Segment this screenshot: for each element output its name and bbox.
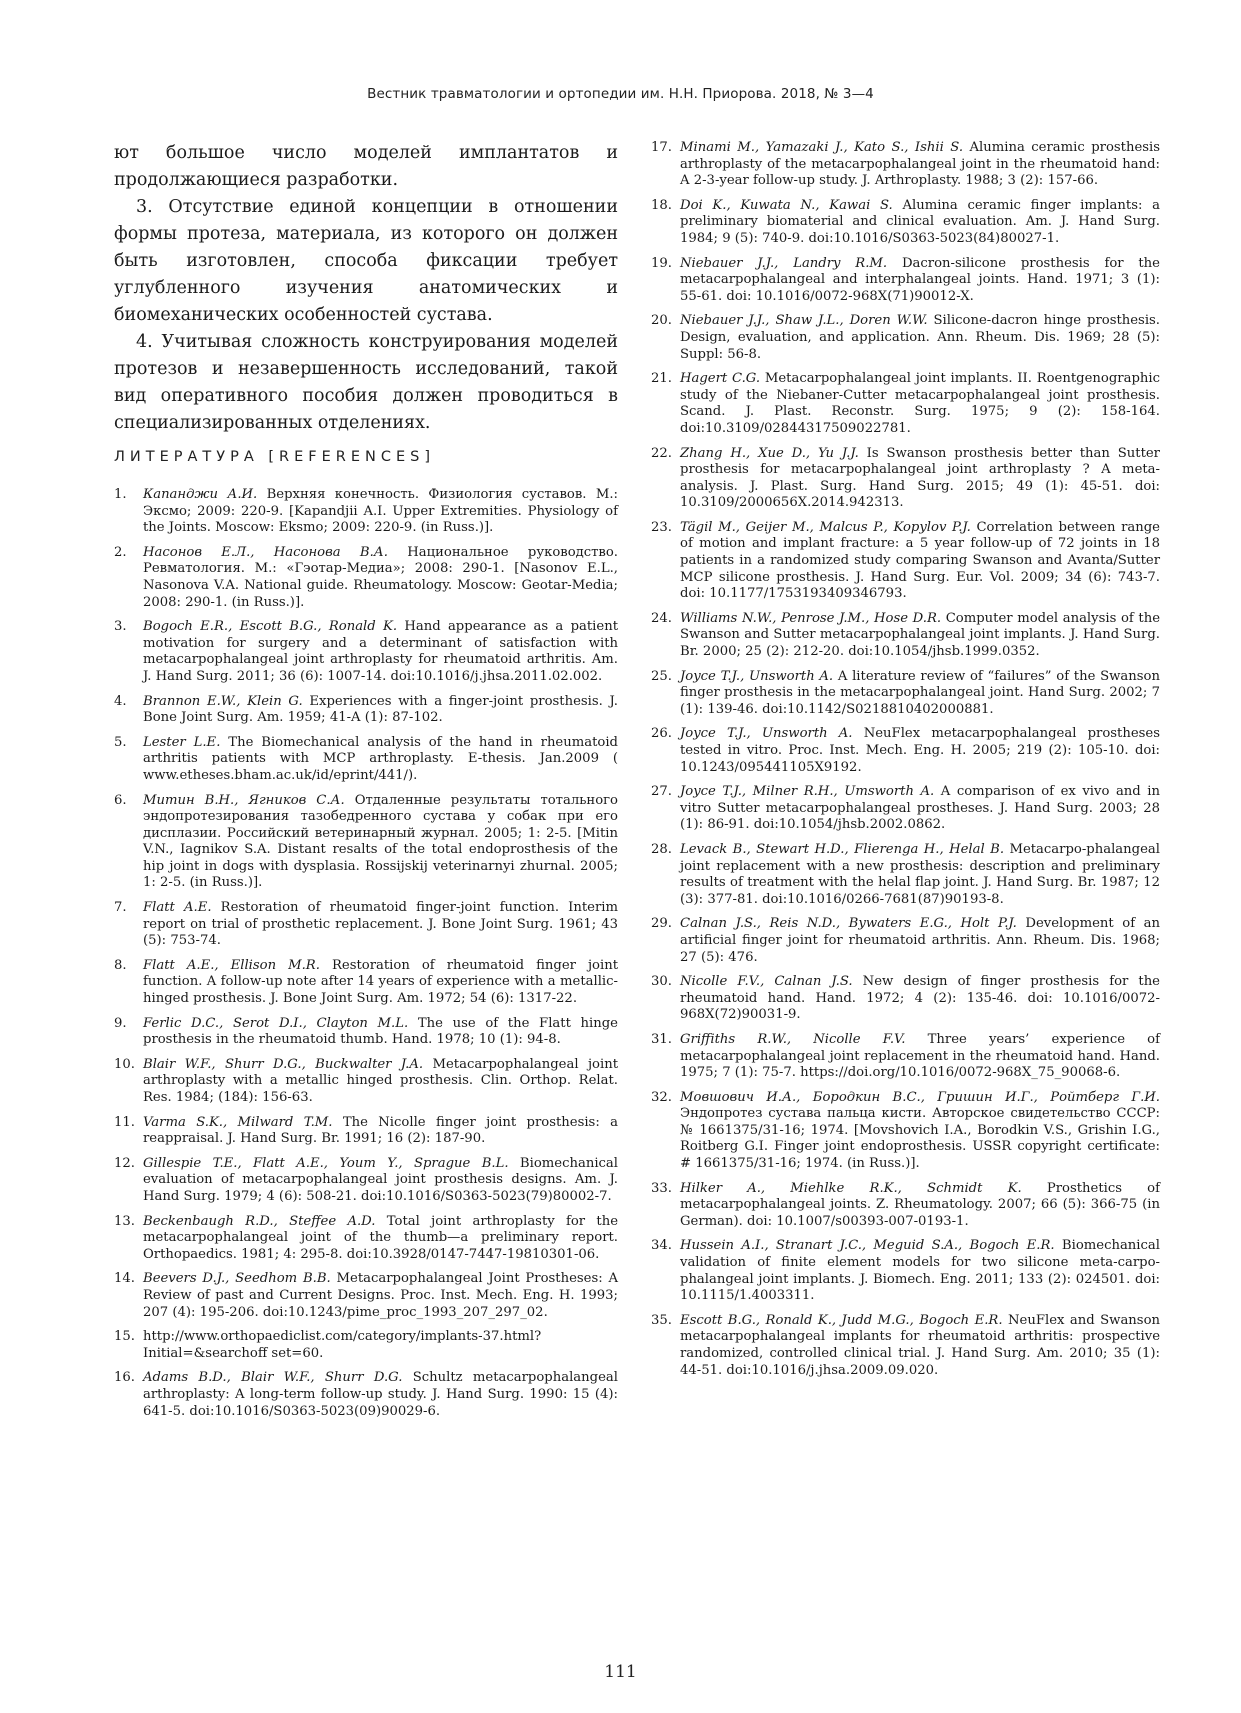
reference-item — [651, 916, 1160, 966]
reference-text: A comparison of ex vivo and in vitro Sutter metacarpophalangeal prostheses. J. Hand Surg. 2003; 28 (1): 86-91. doi:10.1054/jhsb.2002.0862. — [680, 784, 1160, 833]
reference-authors: Varma S.K., Milward T.M. — [143, 1114, 333, 1130]
reference-authors: Williams N.W., Penrose J.M., Hose D.R. — [680, 610, 942, 626]
reference-text: Biomechanical validation of finite element models for two silicone meta-carpo-phalangeal joint implants. J. Biomech. Eng. 2011; 133 (2): 024501. doi: 10.1115/1.4003311. — [680, 1238, 1160, 1304]
reference-authors: Calnan J.S., Reis N.D., Bywaters E.G., Holt P.J. — [680, 916, 1017, 932]
reference-authors: Hussein A.I., Stranart J.C., Meguid S.A., Bogoch E.R. — [680, 1238, 1055, 1254]
reference-number: 34. — [651, 1238, 672, 1254]
reference-number: 13. — [114, 1213, 135, 1229]
reference-authors: Nicolle F.V., Calnan J.S. — [680, 974, 853, 990]
reference-item — [114, 958, 618, 1008]
reference-number: 9. — [114, 1015, 127, 1031]
references-list-left — [114, 487, 618, 1420]
reference-text: NeuFlex and Swanson metacarpophalangeal implants for rheumatoid arthritis: prospective randomized, controlled clinical trial. J. Hand Surg. Am. 2010; 35 (1): 44-51. doi:10.1016/j.jhsa.2009.09.020. — [680, 1312, 1160, 1378]
reference-number: 27. — [651, 784, 672, 800]
reference-number: 22. — [651, 445, 672, 461]
reference-number: 19. — [651, 255, 672, 271]
reference-item — [651, 1090, 1160, 1173]
reference-number: 23. — [651, 519, 672, 535]
reference-authors: Adams B.D., Blair W.F., Shurr D.G. — [143, 1370, 403, 1386]
paragraph-point-4: 4. Учитывая сложность конструирования моделей протезов и незавершенность исследований, такой вид оперативного пособия должен проводиться в специализированных отделениях. — [114, 332, 618, 433]
reference-item — [114, 619, 618, 685]
reference-authors: Митин В.Н., Ягников С.А. — [143, 792, 345, 808]
page-number: 111 — [604, 1662, 637, 1682]
reference-number: 11. — [114, 1114, 135, 1130]
reference-number: 21. — [651, 371, 672, 387]
reference-item — [114, 694, 618, 727]
reference-text: The Biomechanical analysis of the hand in rheumatoid arthritis patients with MCP arthroplasty. E-thesis. Jan.2009 ( www.etheses.bham.ac.uk/id/eprint/441/). — [143, 734, 619, 783]
reference-text: Hand appearance as a patient motivation for surgery and a determinant of satisfaction with metacarpophalangeal joint arthroplasty for rheumatoid arthritis. Am. J. Hand Surg. 2011; 36 (6): 1007-14. doi:10.1016/j.jhsa.2011.02.002. — [143, 619, 618, 684]
reference-item — [114, 487, 618, 537]
reference-text: Total joint arthroplasty for the metacarpophalangeal joint of the thumb—a preliminary report. Orthopaedics. 1981; 4: 295-8. doi:10.3928/0147-7447-19810301-06. — [143, 1213, 618, 1262]
reference-authors: Hagert C.G. — [680, 371, 761, 387]
reference-text: Отдаленные результаты тотального эндопротезирования тазобедренного сустава у собак при его дисплазии. Российский ветеринарный журнал. 2005; 1: 2-5. [Mitin V.N., Iagnikov S.A. Distant resalts of the total endoprosthesis of the hip joint in dogs with dysplasia. Rossijskij veterinarnyi zhurnal. 2005; 1: 2-5. (in Russ.)]. — [143, 792, 618, 891]
reference-item — [651, 1238, 1160, 1304]
reference-item — [651, 256, 1160, 306]
paragraph-point-3: 3. Отсутствие единой концепции в отношении формы протеза, материала, из которого он должен быть изготовлен, способа фиксации требует углубленного изучения анатомических и биомеханических особенностей сустава. — [114, 197, 618, 325]
reference-authors: Doi K., Kuwata N., Kawai S. — [680, 197, 893, 213]
reference-number: 10. — [114, 1056, 135, 1072]
reference-authors: Bogoch E.R., Escott B.G., Ronald K. — [143, 619, 398, 635]
reference-item — [114, 1329, 618, 1362]
paragraph-continuation: ют большое число моделей имплантатов и продолжающиеся разработки. — [114, 143, 618, 190]
reference-text: The Nicolle finger joint prosthesis: a reappraisal. J. Hand Surg. Br. 1991; 16 (2): 187-90. — [143, 1114, 618, 1147]
reference-item — [114, 900, 618, 950]
reference-text: Metacarpo-phalangeal joint replacement with a new prosthesis: description and preliminary results of treatment with the helal flap joint. J. Hand Surg. Br. 1987; 12 (3): 377-81. doi:10.1016/0266-7681(87)90193-8. — [680, 841, 1160, 907]
reference-text: Silicone-dacron hinge prosthesis. Design, evaluation, and application. Ann. Rheum. Dis. 1969; 28 (5): Suppl: 56-8. — [680, 313, 1160, 362]
references-list-right — [651, 140, 1160, 1379]
reference-item — [651, 611, 1160, 661]
reference-number: 17. — [651, 140, 672, 155]
reference-text: Metacarpophalangeal joint arthroplasty with a metallic hinged prosthesis. Clin. Orthop. Relat. Res. 1984; (184): 156-63. — [143, 1056, 618, 1105]
reference-text: Эндопротез сустава пальца кисти. Авторское свидетельство СССР: № 1661375/31-16; 1974. [Movshovich I.A., Borodkin V.S., Grishin I.G., Roitberg G.I. Finger joint endoprosthesis. USSR copyright certificate: # 1661375/31-16; 1974. (in Russ.)]. — [680, 1106, 1160, 1172]
reference-text: http://www.orthopaediclist.com/category/implants-37.html?Initial=&searchoff set=60. — [143, 1329, 542, 1361]
reference-number: 33. — [651, 1180, 672, 1196]
reference-authors: Мовшович И.А., Бородкин В.С., Гришин И.Г., Ройтберг Г.И. — [680, 1089, 1160, 1105]
left-column — [114, 140, 618, 1428]
reference-number: 26. — [651, 726, 672, 742]
reference-number: 3. — [114, 619, 127, 635]
reference-text: Restoration of rheumatoid finger-joint function. Interim report on trial of prosthetic replacement. J. Bone Joint Surg. 1961; 43 (5): 753-74. — [143, 900, 618, 949]
reference-number: 14. — [114, 1271, 135, 1287]
reference-authors: Blair W.F., Shurr D.G., Buckwalter J.A. — [143, 1056, 424, 1072]
reference-number: 2. — [114, 544, 127, 560]
reference-item — [651, 1313, 1160, 1379]
reference-authors: Zhang H., Xue D., Yu J.J. — [680, 445, 859, 461]
reference-number: 24. — [651, 610, 672, 626]
reference-text: Prosthetics of metacarpophalangeal joints. Z. Rheumatology. 2007; 66 (5): 366-75 (in German). doi: 10.1007/s00393-007-0193-1. — [680, 1180, 1160, 1229]
reference-text: Biomechanical evaluation of metacarpophalangeal joint prosthesis designs. Am. J. Hand Surg. 1979; 4 (6): 508-21. doi:10.1016/S0363-5023(79)80002-7. — [143, 1155, 618, 1204]
reference-text: Schultz metacarpophalangeal arthroplasty: A long-term follow-up study. J. Hand Surg. 1990: 15 (4): 641-5. doi:10.1016/S0363-5023(09)90029-6. — [143, 1370, 618, 1419]
reference-text: Dacron-silicone prosthesis for the metacarpophalangeal and interphalangeal joints. Hand. 1971; 3 (1): 55-61. doi: 10.1016/0072-968X(71)90012-X. — [680, 255, 1160, 304]
reference-text: New design of finger prosthesis for the rheumatoid hand. Hand. 1972; 4 (2): 135-46. doi: 10.1016/0072-968X(72)90031-9. — [680, 974, 1160, 1023]
reference-text: NeuFlex metacarpophalangeal prostheses tested in vitro. Proc. Inst. Mech. Eng. H. 2005; 219 (2): 105-10. doi: 10.1243/095441105X9192. — [680, 726, 1160, 775]
reference-authors: Ferlic D.C., Serot D.I., Clayton M.L. — [143, 1015, 409, 1031]
reference-number: 8. — [114, 957, 127, 973]
reference-text: Alumina ceramic finger implants: a preliminary biomaterial and clinical evaluation. Am. J. Hand Surg. 1984; 9 (5): 740-9. doi:10.1016/S0363-5023(84)80027-1. — [680, 197, 1160, 246]
reference-item — [651, 974, 1160, 1024]
reference-item — [651, 313, 1160, 363]
journal-header: Вестник травматологии и ортопедии им. Н.Н. Приорова. 2018, № 3—4 — [367, 86, 874, 102]
reference-authors: Hilker A., Miehlke R.K., Schmidt K. — [680, 1180, 1022, 1196]
reference-item — [651, 669, 1160, 719]
reference-authors: Tägil M., Geijer M., Malcus P., Kopylov P.J. — [680, 519, 971, 535]
reference-number: 5. — [114, 734, 127, 750]
reference-authors: Flatt A.E., Ellison M.R. — [143, 957, 320, 973]
reference-item — [114, 1016, 618, 1049]
reference-authors: Niebauer J.J., Shaw J.L., Doren W.W. — [680, 313, 928, 329]
reference-text: The use of the Flatt hinge prosthesis in the rheumatoid thumb. Hand. 1978; 10 (1): 94-8. — [143, 1015, 618, 1048]
reference-authors: Lester L.E. — [143, 734, 221, 750]
reference-text: Верхняя конечность. Физиология суставов. М.: Эксмо; 2009: 220-9. [Kapandjii A.I. Upper Extremities. Physiology of the Joints. Moscow: Eksmo; 2009: 220-9. (in Russ.)]. — [143, 487, 618, 536]
reference-authors: Minami M., Yamazaki J., Kato S., Ishii S. — [680, 140, 964, 155]
reference-authors: Griffiths R.W., Nicolle F.V. — [680, 1031, 906, 1047]
reference-authors: Joyce T.J., Unsworth A. — [680, 668, 834, 684]
reference-item — [114, 1057, 618, 1107]
reference-number: 32. — [651, 1089, 672, 1105]
reference-text: Metacarpophalangeal Joint Prostheses: A Review of past and Current Designs. Proc. Inst. Mech. Eng. H. 1993; 207 (4): 195-206. doi:10.1243/pime_proc_1993_207_297_02. — [143, 1271, 618, 1320]
reference-item — [651, 446, 1160, 512]
reference-text: Computer model analysis of the Swanson and Sutter metacarpophalangeal joint implants. J. Hand Surg. Br. 2000; 25 (2): 212-20. doi:10.1054/jhsb.1999.0352. — [680, 610, 1160, 660]
reference-text: Национальное руководство. Ревматология. М.: «Гэотар-Медиа»; 2008: 290-1. [Nasonov E.L., Nasonova V.A. National guide. Rheumatology. Moscow: Geotar-Media; 2008: 290-1. (in Russ.)]. — [143, 544, 618, 610]
reference-authors: Flatt A.E. — [143, 900, 212, 916]
reference-number: 29. — [651, 916, 672, 932]
reference-number: 7. — [114, 900, 127, 916]
reference-text: Is Swanson prosthesis better than Sutter prosthesis for metacarpophalangeal joint arthroplasty ? A meta-analysis. J. Plast. Surg. Hand Surg. 2015; 49 (1): 45-51. doi: 10.3109/2000656X.2014.942313. — [680, 445, 1160, 511]
reference-item — [114, 1214, 618, 1264]
reference-item — [651, 520, 1160, 603]
reference-item — [651, 1032, 1160, 1082]
reference-number: 4. — [114, 693, 127, 709]
right-column — [651, 140, 1160, 1387]
reference-item — [651, 371, 1160, 437]
reference-text: A literature review of “failures” of the Swanson finger prosthesis in the metacarpophalangeal joint. Hand Surg. 2002; 7 (1): 139-46. doi:10.1142/S0218810402000881. — [680, 668, 1160, 717]
reference-number: 16. — [114, 1370, 135, 1386]
reference-text: Restoration of rheumatoid finger joint function. A follow-up note after 14 years of experience with a metallic-hinged prosthesis. J. Bone Joint Surg. Am. 1972; 54 (6): 1317-22. — [143, 957, 618, 1007]
reference-authors: Brannon E.W., Klein G. — [143, 693, 303, 709]
reference-authors: Niebauer J.J., Landry R.M. — [680, 255, 888, 271]
reference-item — [651, 140, 1160, 190]
reference-item — [114, 1271, 618, 1321]
reference-authors: Escott B.G., Ronald K., Judd M.G., Bogoch E.R. — [680, 1312, 1003, 1328]
reference-text: Metacarpophalangeal joint implants. II. Roentgenographic study of the Niebaner-Cutter metacarpophalangeal joint prosthesis. Scand. J. Plast. Reconstr. Surg. 1975; 9 (2): 158-164. doi:10.3109/02844317509022781. — [680, 371, 1160, 436]
reference-item — [651, 726, 1160, 776]
reference-authors: Насонов Е.Л., Насонова В.А. — [143, 544, 388, 560]
reference-text: Development of an artificial finger joint for rheumatoid arthritis. Ann. Rheum. Dis. 1968; 27 (5): 476. — [680, 916, 1160, 965]
reference-number: 25. — [651, 668, 672, 684]
reference-authors: Joyce T.J., Unsworth A. — [680, 726, 853, 742]
reference-authors: Beckenbaugh R.D., Steffee A.D. — [143, 1213, 376, 1229]
reference-number: 20. — [651, 313, 672, 329]
reference-number: 30. — [651, 974, 672, 990]
reference-item — [651, 784, 1160, 834]
reference-text: Alumina ceramic prosthesis arthroplasty of the metacarpophalangeal joint in the rheumatoid hand: A 2-3-year follow-up study. J. Arthroplasty. 1988; 3 (2): 157-66. — [680, 140, 1160, 189]
reference-text: Three years’ experience of metacarpophalangeal joint replacement in the rheumatoid hand. Hand. 1975; 7 (1): 75-7. https://doi.org/10.1016/0072-968X_75_90068-6. — [680, 1031, 1160, 1081]
reference-item — [114, 735, 618, 785]
reference-item — [114, 1156, 618, 1206]
reference-text: Correlation between range of motion and implant fracture: a 5 year follow-up of 72 joints in 18 patients in a randomized study comparing Swanson and Avanta/Sutter MCP silicone prosthesis. J. Hand Surg. Eur. Vol. 2009; 34 (6): 743-7. doi: 10.1177/1753193409346793. — [680, 519, 1160, 602]
reference-number: 28. — [651, 841, 672, 857]
reference-item — [114, 1115, 618, 1148]
reference-item — [114, 1370, 618, 1420]
reference-number: 31. — [651, 1031, 672, 1047]
reference-authors: Joyce T.J., Milner R.H., Umsworth A. — [680, 784, 935, 800]
reference-text: Experiences with a finger-joint prosthesis. J. Bone Joint Surg. Am. 1959; 41-A (1): 87-102. — [143, 693, 618, 726]
reference-item — [651, 842, 1160, 908]
reference-authors: Levack B., Stewart H.D., Flierenga H., Helal B. — [680, 841, 1005, 857]
reference-item — [651, 1181, 1160, 1231]
references-heading: ЛИТЕРАТУРА [REFERENCES] — [114, 449, 436, 465]
reference-authors: Капанджи А.И. — [143, 487, 258, 502]
reference-number: 18. — [651, 197, 672, 213]
reference-number: 6. — [114, 792, 127, 808]
reference-number: 12. — [114, 1155, 135, 1171]
reference-authors: Beevers D.J., Seedhom B.B. — [143, 1271, 331, 1287]
reference-number: 35. — [651, 1312, 672, 1328]
reference-number: 1. — [114, 487, 127, 502]
reference-item — [114, 545, 618, 611]
reference-number: 15. — [114, 1329, 135, 1345]
reference-item — [114, 793, 618, 893]
reference-authors: Gillespie T.E., Flatt A.E., Youm Y., Sprague B.L. — [143, 1155, 509, 1171]
reference-item — [651, 198, 1160, 248]
